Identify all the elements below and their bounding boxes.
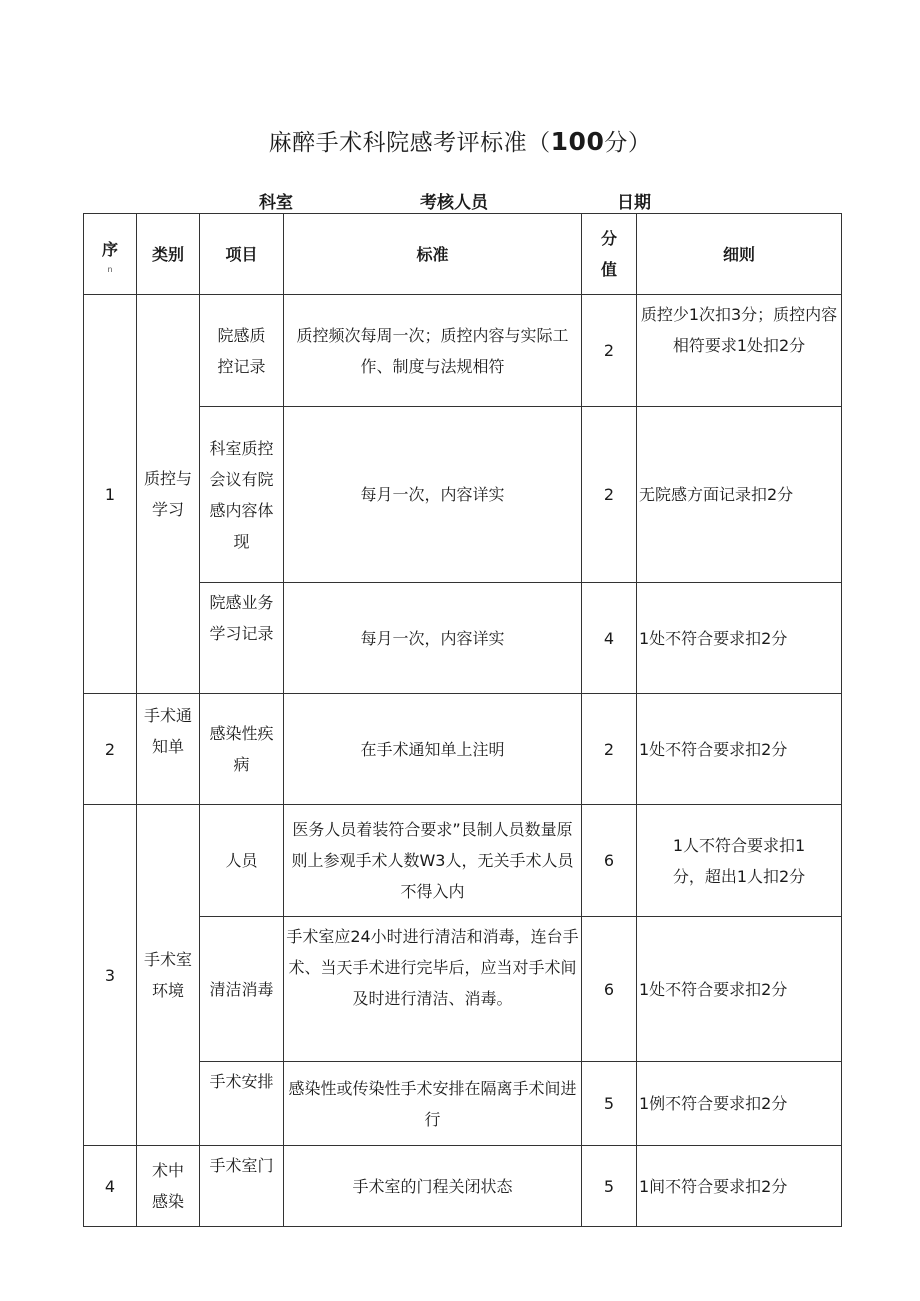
row-detail: 无院感方面记录扣2分 <box>637 407 842 583</box>
header-detail: 细则 <box>637 214 842 295</box>
row-detail: 1处不符合要求扣2分 <box>637 583 842 694</box>
row-score: 2 <box>582 694 637 805</box>
examiner-label: 考核人员 <box>420 193 488 213</box>
row-score: 6 <box>582 917 637 1062</box>
row-seq: 1 <box>84 295 137 694</box>
row-item: 手术安排 <box>200 1062 284 1146</box>
header-seq: 序 n <box>84 214 137 295</box>
row-detail: 1间不符合要求扣2分 <box>637 1146 842 1227</box>
row-score: 2 <box>582 295 637 407</box>
row-standard: 质控频次每周一次；质控内容与实际工作、制度与法规相符 <box>284 295 582 407</box>
row-standard: 感染性或传染性手术安排在隔离手术间进行 <box>284 1062 582 1146</box>
row-seq: 4 <box>84 1146 137 1227</box>
table-row <box>84 805 842 917</box>
evaluation-table <box>83 213 842 1227</box>
row-category: 手术通知单 <box>137 694 200 805</box>
row-score: 2 <box>582 407 637 583</box>
header-category: 类别 <box>137 214 200 295</box>
row-category: 术中感染 <box>137 1146 200 1227</box>
row-item: 人员 <box>200 805 284 917</box>
row-item: 院感质控记录 <box>200 295 284 407</box>
row-item: 感染性疾病 <box>200 694 284 805</box>
row-score: 4 <box>582 583 637 694</box>
row-detail: 质控少1次扣3分；质控内容相符要求1处扣2分 <box>637 295 842 407</box>
row-standard: 每月一次，内容详实 <box>284 407 582 583</box>
dept-label: 科室 <box>259 193 293 213</box>
row-standard: 手术室应24小时进行清洁和消毒，连台手术、当天手术进行完毕后，应当对手术间及时进行清洁、消毒。 <box>284 917 582 1062</box>
row-seq: 3 <box>84 805 137 1146</box>
header-item: 项目 <box>200 214 284 295</box>
page-title: 麻醉手术科院感考评标准（100分） <box>268 127 652 156</box>
row-category: 质控与学习 <box>137 295 200 694</box>
row-item: 科室质控会议有院感内容体现 <box>200 407 284 583</box>
row-detail: 1人不符合要求扣1分，超出1人扣2分 <box>637 805 842 917</box>
row-detail: 1例不符合要求扣2分 <box>637 1062 842 1146</box>
header-row <box>84 214 842 295</box>
header-standard: 标准 <box>284 214 582 295</box>
row-standard: 每月一次，内容详实 <box>284 583 582 694</box>
date-label: 日期 <box>617 193 651 213</box>
table-row <box>84 295 842 407</box>
row-standard: 医务人员着装符合要求”艮制人员数量原则上参观手术人数W3人，无关手术人员不得入内 <box>284 805 582 917</box>
row-category: 手术室环境 <box>137 805 200 1146</box>
row-item: 清洁消毒 <box>200 917 284 1062</box>
row-score: 6 <box>582 805 637 917</box>
table-row <box>84 694 842 805</box>
row-detail: 1处不符合要求扣2分 <box>637 917 842 1062</box>
row-detail: 1处不符合要求扣2分 <box>637 694 842 805</box>
header-score: 分值 <box>582 214 637 295</box>
table-row <box>84 1146 842 1227</box>
row-score: 5 <box>582 1062 637 1146</box>
row-standard: 手术室的门程关闭状态 <box>284 1146 582 1227</box>
row-standard: 在手术通知单上注明 <box>284 694 582 805</box>
row-score: 5 <box>582 1146 637 1227</box>
row-item: 手术室门 <box>200 1146 284 1227</box>
row-seq: 2 <box>84 694 137 805</box>
row-item: 院感业务学习记录 <box>200 583 284 694</box>
